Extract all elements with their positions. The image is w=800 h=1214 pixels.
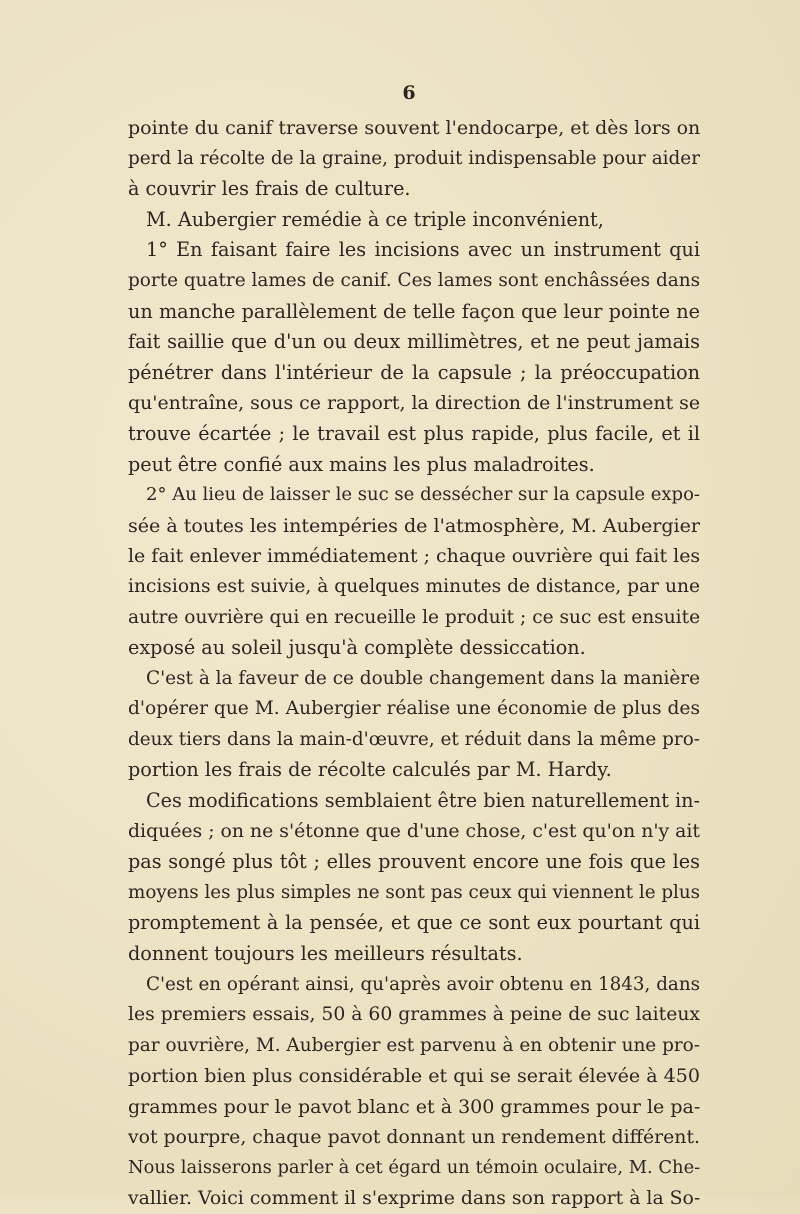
text-line: vallier. Voici comment il s'exprime dans son rapport à la So- [128,1187,700,1209]
text-line: pointe du canif traverse souvent l'endocarpe, et dès lors on [128,117,700,139]
text-line: 1° En faisant faire les incisions avec un instrument qui [146,238,700,262]
text-line: 2° Au lieu de laisser le suc se dessécher sur la capsule expo- [146,484,700,506]
text-line: à couvrir les frais de culture. [128,177,411,201]
paragraph [128,205,700,236]
text-line: le fait enlever immédiatement ; chaque ouvrière qui fait les [128,545,700,568]
text-line: portion bien plus considérable et qui se serait élevée à 450 [128,1065,700,1088]
paragraph [128,235,700,480]
text-line: fait saillie que d'un ou deux millimètres, et ne peut jamais [128,330,700,354]
text-line: porte quatre lames de canif. Ces lames sont enchâssées dans [128,269,700,291]
text-line: promptement à la pensée, et que ce sont eux pourtant qui [128,911,700,935]
text-line: pas songé plus tôt ; elles prouvent encore une fois que les [128,850,700,874]
text-line: M. Aubergier remédie à ce triple inconvénient, [146,207,604,231]
text-line: vot pourpre, chaque pavot donnant un rendement différent. [128,1126,700,1148]
body-text [128,113,700,1214]
text-line: incisions est suivie, à quelques minutes de distance, par une [128,575,700,597]
text-line: donnent toujours les meilleurs résultats. [128,942,523,966]
text-line: C'est à la faveur de ce double changement dans la manière [146,667,700,689]
page-number: 6 [402,82,416,104]
text-line: moyens les plus simples ne sont pas ceux qui viennent le plus [128,881,700,903]
text-line: C'est en opérant ainsi, qu'après avoir obtenu en 1843, dans [146,973,700,995]
text-line: Nous laisserons parler à cet égard un témoin oculaire, M. Che- [128,1157,700,1179]
text-line: exposé au soleil jusqu'à complète dessiccation. [128,636,586,660]
paragraph [128,113,700,205]
text-line: autre ouvrière qui en recueille le produit ; ce suc est ensuite [128,606,700,628]
text-line: trouve écartée ; le travail est plus rapide, plus facile, et il [128,421,700,445]
text-line: pénétrer dans l'intérieur de la capsule ; la préoccupation [128,360,700,384]
text-line: d'opérer que M. Aubergier réalise une économie de plus des [128,698,700,720]
text-line: un manche parallèlement de telle façon que leur pointe ne [128,299,700,323]
text-line: sée à toutes les intempéries de l'atmosphère, M. Aubergier [128,514,700,537]
text-line: par ouvrière, M. Aubergier est parvenu à en obtenir une pro- [128,1034,700,1056]
text-line: qu'entraîne, sous ce rapport, la direction de l'instrument se [128,392,700,415]
paragraph [128,786,700,970]
text-line: grammes pour le pavot blanc et à 300 grammes pour le pa- [128,1096,700,1118]
text-line: diquées ; on ne s'étonne que d'une chose, c'est qu'on n'y ait [128,820,700,842]
paragraph [128,970,700,1214]
text-line: peut être confié aux mains les plus maladroites. [128,452,595,476]
text-line: Ces modifications semblaient être bien naturellement in- [146,789,700,813]
text-line: portion les frais de récolte calculés par M. Hardy. [128,758,612,782]
text-line: deux tiers dans la main-d'œuvre, et réduit dans la même pro- [128,728,700,750]
text-line: les premiers essais, 50 à 60 grammes à peine de suc laiteux [128,1004,700,1026]
text-line: perd la récolte de la graine, produit indispensable pour aider [128,147,700,169]
paragraph [128,480,700,664]
paragraph [128,664,700,786]
